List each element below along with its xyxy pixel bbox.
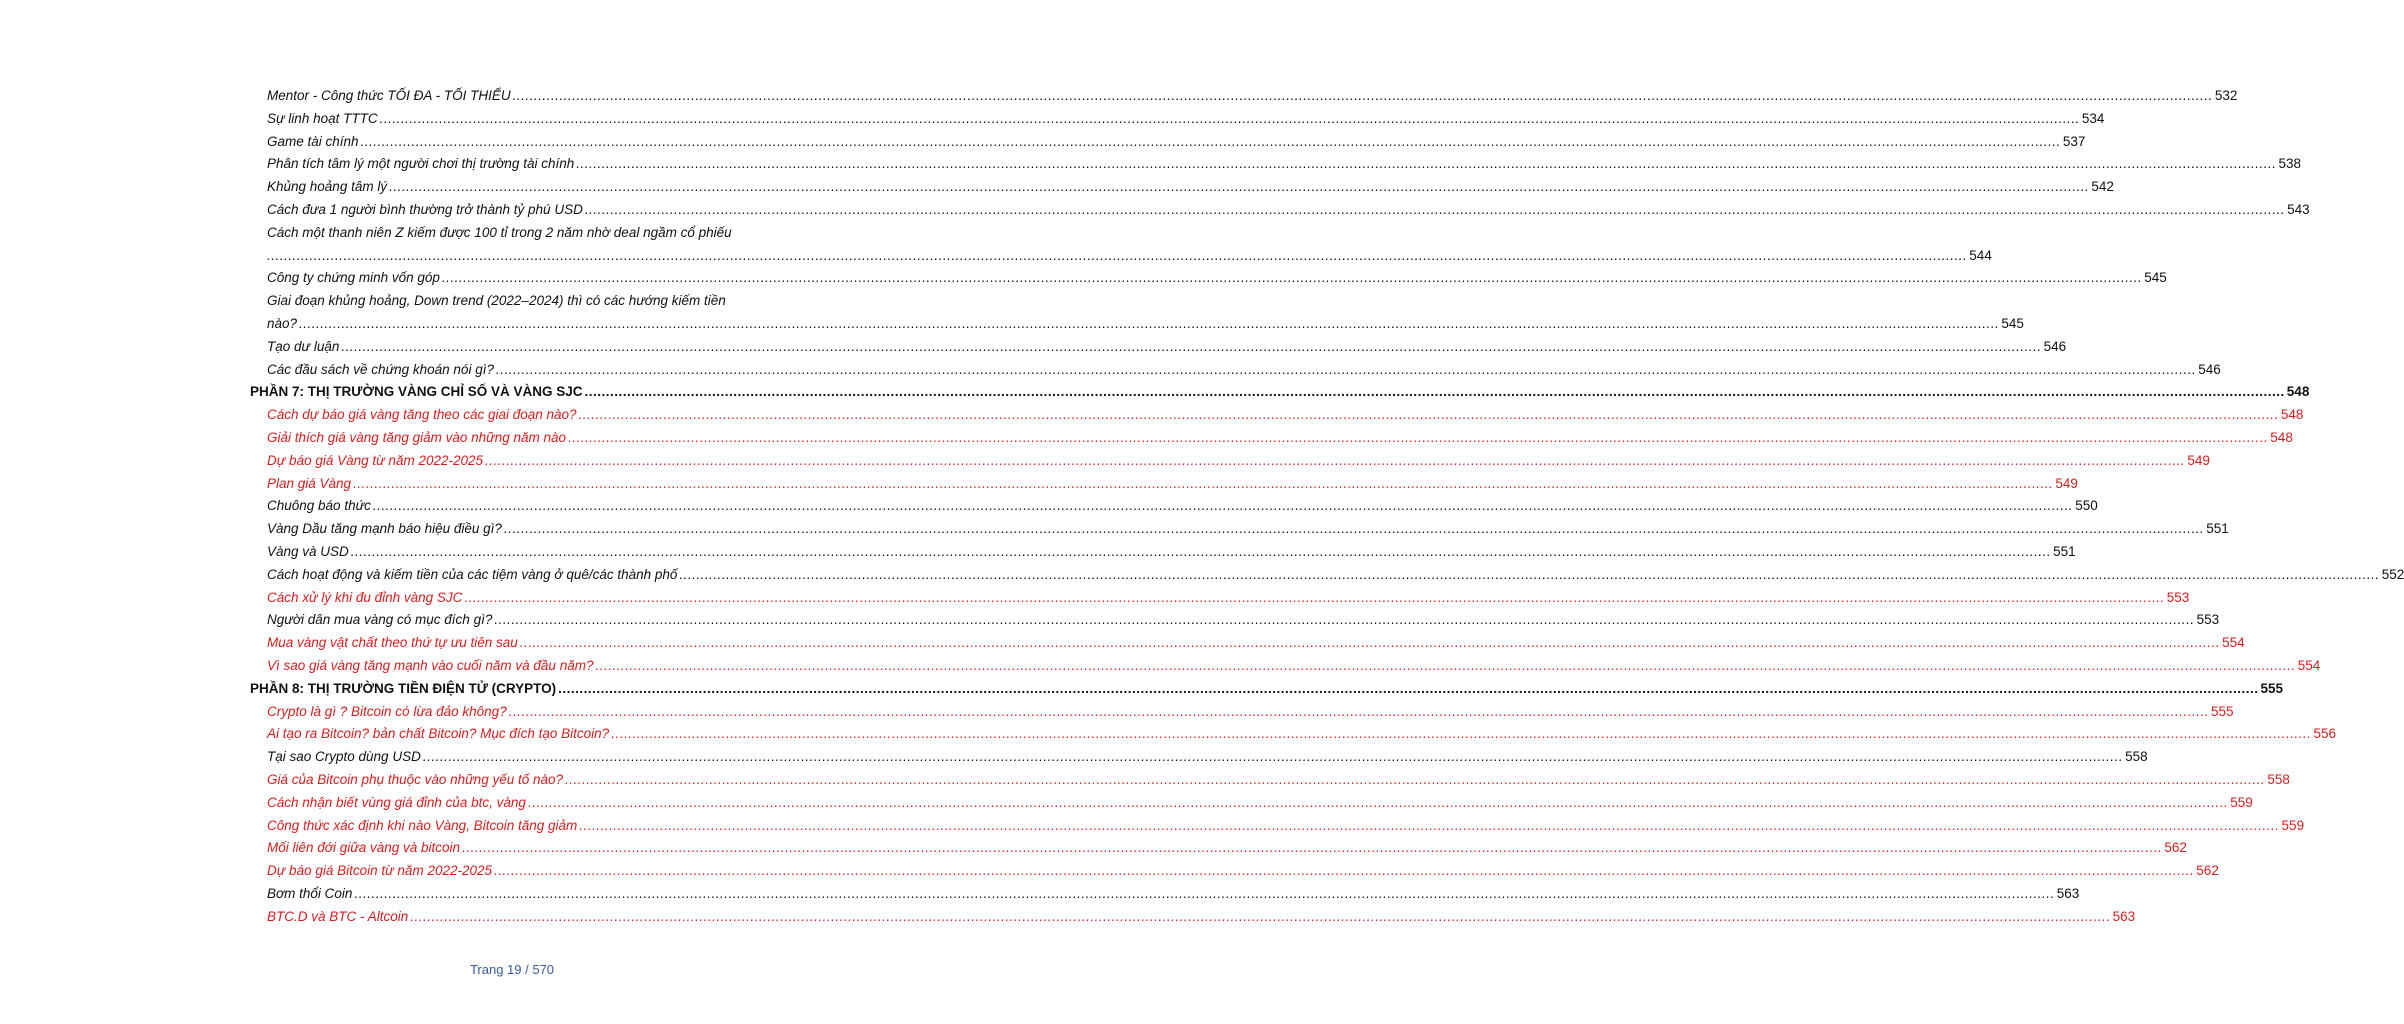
toc-entry[interactable] — [250, 199, 2310, 222]
toc-leader-dots: ................................................................................................................................................................................................................................................................................................................................................................................................................ — [558, 680, 2259, 696]
toc-leader-dots: ................................................................................................................................................................................................................................................................................................................................................................................................................ — [578, 407, 2279, 423]
toc-entry-title: Công thức xác định khi nào Vàng, Bitcoin tăng giảm — [267, 817, 578, 833]
table-of-contents — [250, 85, 2404, 928]
toc-leader-dots: ................................................................................................................................................................................................................................................................................................................................................................................................................ — [464, 589, 2165, 605]
toc-entry-title: BTC.D và BTC - Altcoin — [267, 908, 409, 924]
toc-entry-page: 548 — [2280, 407, 2304, 423]
toc-entry-page: 545 — [2144, 270, 2167, 286]
toc-entry-title: Phân tích tâm lý một người chơi thị trường tài chính — [267, 156, 575, 172]
toc-entry[interactable] — [250, 792, 2253, 815]
toc-entry[interactable] — [250, 769, 2290, 792]
toc-entry[interactable] — [250, 655, 2321, 678]
toc-leader-dots: ................................................................................................................................................................................................................................................................................................................................................................................................................ — [422, 749, 2124, 765]
toc-entry[interactable] — [250, 564, 2404, 587]
toc-entry-page: 538 — [2278, 156, 2302, 172]
toc-entry-page: 556 — [2313, 726, 2337, 742]
toc-entry[interactable] — [250, 176, 2114, 199]
toc-entry-title: Dự báo giá Bitcoin từ năm 2022-2025 — [267, 863, 492, 879]
toc-entry[interactable] — [250, 518, 2229, 541]
toc-leader-dots: ................................................................................................................................................................................................................................................................................................................................................................................................................ — [299, 315, 2000, 331]
toc-leader-dots: ................................................................................................................................................................................................................................................................................................................................................................................................................ — [341, 338, 2042, 354]
toc-entry-title: Giải thích giá vàng tăng giảm vào những năm nào — [267, 429, 566, 445]
toc-entry-page: 555 — [2260, 680, 2283, 696]
toc-leader-dots: ................................................................................................................................................................................................................................................................................................................................................................................................................ — [372, 498, 2074, 514]
toc-entry-page: 559 — [2281, 817, 2305, 833]
toc-entry[interactable] — [250, 541, 2076, 564]
toc-leader-dots: ................................................................................................................................................................................................................................................................................................................................................................................................................ — [389, 179, 2090, 195]
toc-entry-page: 532 — [2214, 88, 2238, 103]
toc-entry-title: Sự linh hoạt TTTC — [267, 110, 378, 126]
toc-leader-dots: ................................................................................................................................................................................................................................................................................................................................................................................................................ — [354, 885, 2055, 901]
toc-entry-title: Cách dự báo giá vàng tăng theo các giai đoạn nào? — [267, 407, 577, 423]
toc-leader-dots: ................................................................................................................................................................................................................................................................................................................................................................................................................ — [441, 270, 2143, 286]
page-footer: Trang 19 / 570 — [469, 962, 555, 977]
toc-entry[interactable] — [250, 336, 2067, 359]
toc-entry-page: 554 — [2297, 657, 2321, 673]
toc-entry-page: 553 — [2166, 589, 2190, 605]
toc-entry[interactable] — [250, 860, 2219, 883]
toc-entry[interactable] — [250, 815, 2305, 838]
toc-entry-title: Cách đưa 1 người bình thường trở thành tỷ phú USD — [267, 201, 583, 217]
toc-leader-dots: ................................................................................................................................................................................................................................................................................................................................................................................................................ — [494, 863, 2195, 879]
toc-entry[interactable] — [250, 359, 2221, 382]
toc-entry-title: Crypto là gì ? Bitcoin có lừa đảo không? — [267, 703, 507, 719]
toc-entry-title: Mentor - Công thức TỐI ĐA - TỐI THIỂU — [267, 88, 511, 103]
toc-entry-page: 545 — [2001, 315, 2024, 331]
toc-entry-title: Chuông báo thức — [267, 498, 371, 514]
toc-entry[interactable] — [250, 883, 2080, 906]
toc-entry[interactable] — [250, 473, 2078, 496]
toc-leader-dots: ................................................................................................................................................................................................................................................................................................................................................................................................................ — [495, 361, 2197, 377]
toc-entry-title: Vàng và USD — [267, 543, 349, 559]
toc-section-heading[interactable] — [250, 678, 2283, 701]
toc-entry-page: 546 — [2043, 338, 2067, 354]
toc-leader-dots: ................................................................................................................................................................................................................................................................................................................................................................................................................ — [584, 384, 2285, 400]
toc-entry[interactable] — [250, 85, 2238, 108]
toc-entry-page: 562 — [2196, 863, 2219, 879]
toc-entry-page: 558 — [2267, 771, 2290, 787]
toc-entry[interactable] — [250, 222, 1992, 268]
toc-entry[interactable] — [250, 495, 2098, 518]
toc-entry-page: 549 — [2055, 475, 2078, 491]
toc-entry-page: 534 — [2081, 110, 2105, 126]
toc-leader-dots: ................................................................................................................................................................................................................................................................................................................................................................................................................ — [584, 201, 2286, 217]
toc-entry-title: Cách hoạt động và kiếm tiền của các tiệm vàng ở quê/các thành phố — [267, 566, 678, 582]
toc-entry-title: Tại sao Crypto dùng USD — [267, 749, 421, 765]
toc-leader-dots: ................................................................................................................................................................................................................................................................................................................................................................................................................ — [508, 703, 2209, 719]
toc-leader-dots: ................................................................................................................................................................................................................................................................................................................................................................................................................ — [350, 543, 2052, 559]
toc-entry[interactable] — [250, 587, 2190, 610]
toc-entry[interactable] — [250, 746, 2148, 769]
toc-leader-dots: ................................................................................................................................................................................................................................................................................................................................................................................................................ — [485, 452, 2186, 468]
toc-entry-page: 537 — [2062, 133, 2086, 149]
toc-entry[interactable] — [250, 153, 2302, 176]
toc-entry-page: 544 — [1969, 247, 1992, 263]
toc-entry-title: Dự báo giá Vàng từ năm 2022-2025 — [267, 452, 484, 468]
toc-leader-dots: ................................................................................................................................................................................................................................................................................................................................................................................................................ — [462, 840, 2163, 856]
toc-entry-title: Game tài chính — [267, 133, 359, 149]
toc-entry-title: Tạo dư luận — [267, 338, 340, 354]
toc-leader-dots: ................................................................................................................................................................................................................................................................................................................................................................................................................ — [410, 908, 2111, 924]
toc-entry[interactable] — [250, 267, 2167, 290]
toc-entry[interactable] — [250, 290, 2024, 336]
toc-entry-title: Công ty chứng minh vốn góp — [267, 270, 440, 286]
toc-entry-title: Mối liên đới giữa vàng và bitcoin — [267, 840, 461, 856]
toc-entry[interactable] — [250, 404, 2304, 427]
toc-entry-title: Các đầu sách về chứng khoán nói gì? — [267, 361, 494, 377]
toc-leader-dots: ................................................................................................................................................................................................................................................................................................................................................................................................................ — [611, 726, 2312, 742]
toc-leader-dots: ................................................................................................................................................................................................................................................................................................................................................................................................................ — [679, 566, 2380, 582]
toc-entry-title-cont: nào? — [267, 315, 298, 331]
toc-leader-dots: ................................................................................................................................................................................................................................................................................................................................................................................................................ — [527, 794, 2229, 810]
toc-entry-page: 552 — [2381, 566, 2404, 582]
toc-entry-page: 546 — [2198, 361, 2221, 377]
toc-section-heading[interactable] — [250, 381, 2310, 404]
toc-entry-title: Bơm thổi Coin — [267, 885, 353, 901]
toc-entry-page: 558 — [2125, 749, 2148, 765]
toc-entry-title: Mua vàng vật chất theo thứ tự ưu tiên sau — [267, 635, 518, 651]
toc-leader-dots: ................................................................................................................................................................................................................................................................................................................................................................................................................ — [576, 156, 2277, 172]
toc-entry-page: 563 — [2056, 885, 2080, 901]
toc-entry[interactable] — [250, 723, 2337, 746]
toc-entry-title: Plan giá Vàng — [267, 475, 352, 491]
toc-entry[interactable] — [250, 427, 2293, 450]
toc-entry-title: Khủng hoảng tâm lý — [267, 179, 388, 195]
toc-entry[interactable] — [250, 108, 2105, 131]
toc-section-title: PHẦN 7: THỊ TRƯỜNG VÀNG CHỈ SỐ VÀ VÀNG SJC — [250, 384, 583, 400]
toc-entry[interactable] — [250, 450, 2210, 473]
toc-entry-page: 563 — [2112, 908, 2136, 924]
toc-entry-title: Cách một thanh niên Z kiếm được 100 tỉ trong 2 năm nhờ deal ngầm cổ phiếu — [267, 224, 732, 240]
toc-leader-dots: ................................................................................................................................................................................................................................................................................................................................................................................................................ — [579, 817, 2280, 833]
toc-section-title: PHẦN 8: THỊ TRƯỜNG TIỀN ĐIỆN TỬ (CRYPTO) — [250, 680, 557, 696]
toc-entry-page: 553 — [2196, 612, 2220, 628]
toc-entry-page: 551 — [2206, 521, 2229, 537]
toc-entry-title: Giá của Bitcoin phụ thuộc vào những yếu tố nào? — [267, 771, 564, 787]
toc-leader-dots: ................................................................................................................................................................................................................................................................................................................................................................................................................ — [568, 429, 2269, 445]
toc-entry-title: Vì sao giá vàng tăng mạnh vào cuối năm và đầu năm? — [267, 657, 594, 673]
toc-entry-title: Ai tạo ra Bitcoin? bản chất Bitcoin? Mục đích tạo Bitcoin? — [267, 726, 610, 742]
toc-entry-title: Vàng Dầu tăng mạnh báo hiệu điều gì? — [267, 521, 502, 537]
toc-leader-dots: ................................................................................................................................................................................................................................................................................................................................................................................................................ — [494, 612, 2195, 628]
toc-entry-title: Người dân mua vàng có mục đích gì? — [267, 612, 493, 628]
toc-entry-page: 549 — [2187, 452, 2210, 468]
toc-entry[interactable] — [250, 131, 2086, 154]
toc-entry-page: 562 — [2164, 840, 2187, 856]
toc-entry-title: Giai đoạn khủng hoảng, Down trend (2022–2024) thì có các hướng kiếm tiền — [267, 293, 726, 309]
toc-entry-page: 551 — [2053, 543, 2076, 559]
toc-leader-dots: ................................................................................................................................................................................................................................................................................................................................................................................................................ — [595, 657, 2296, 673]
toc-leader-dots: ................................................................................................................................................................................................................................................................................................................................................................................................................ — [353, 475, 2054, 491]
toc-entry-page: 542 — [2091, 179, 2114, 195]
toc-leader-dots: ................................................................................................................................................................................................................................................................................................................................................................................................................ — [360, 133, 2061, 149]
toc-entry-title: Cách nhận biết vùng giá đỉnh của btc, vàng — [267, 794, 526, 810]
toc-entry-page: 548 — [2286, 384, 2310, 400]
toc-leader-dots: ................................................................................................................................................................................................................................................................................................................................................................................................................ — [565, 771, 2266, 787]
toc-entry[interactable] — [250, 701, 2234, 724]
toc-entry[interactable] — [250, 632, 2245, 655]
toc-leader-dots: ................................................................................................................................................................................................................................................................................................................................................................................................................ — [379, 110, 2080, 126]
toc-entry-page: 555 — [2211, 703, 2234, 719]
toc-entry[interactable] — [250, 906, 2136, 929]
toc-entry-page: 554 — [2222, 635, 2245, 651]
toc-entry-title: Cách xử lý khi đu đỉnh vàng SJC — [267, 589, 463, 605]
toc-leader-dots: ................................................................................................................................................................................................................................................................................................................................................................................................................ — [503, 521, 2205, 537]
toc-entry-page: 559 — [2230, 794, 2253, 810]
toc-leader-dots: ................................................................................................................................................................................................................................................................................................................................................................................................................ — [512, 88, 2213, 103]
toc-entry[interactable] — [250, 837, 2187, 860]
toc-entry[interactable] — [250, 609, 2220, 632]
toc-leader-dots: ................................................................................................................................................................................................................................................................................................................................................................................................................ — [519, 635, 2221, 651]
toc-entry-page: 550 — [2075, 498, 2098, 514]
toc-leader-dots: ................................................................................................................................................................................................................................................................................................................................................................................................................ — [267, 247, 1968, 263]
toc-entry-page: 548 — [2270, 429, 2293, 445]
toc-entry-page: 543 — [2287, 201, 2310, 217]
